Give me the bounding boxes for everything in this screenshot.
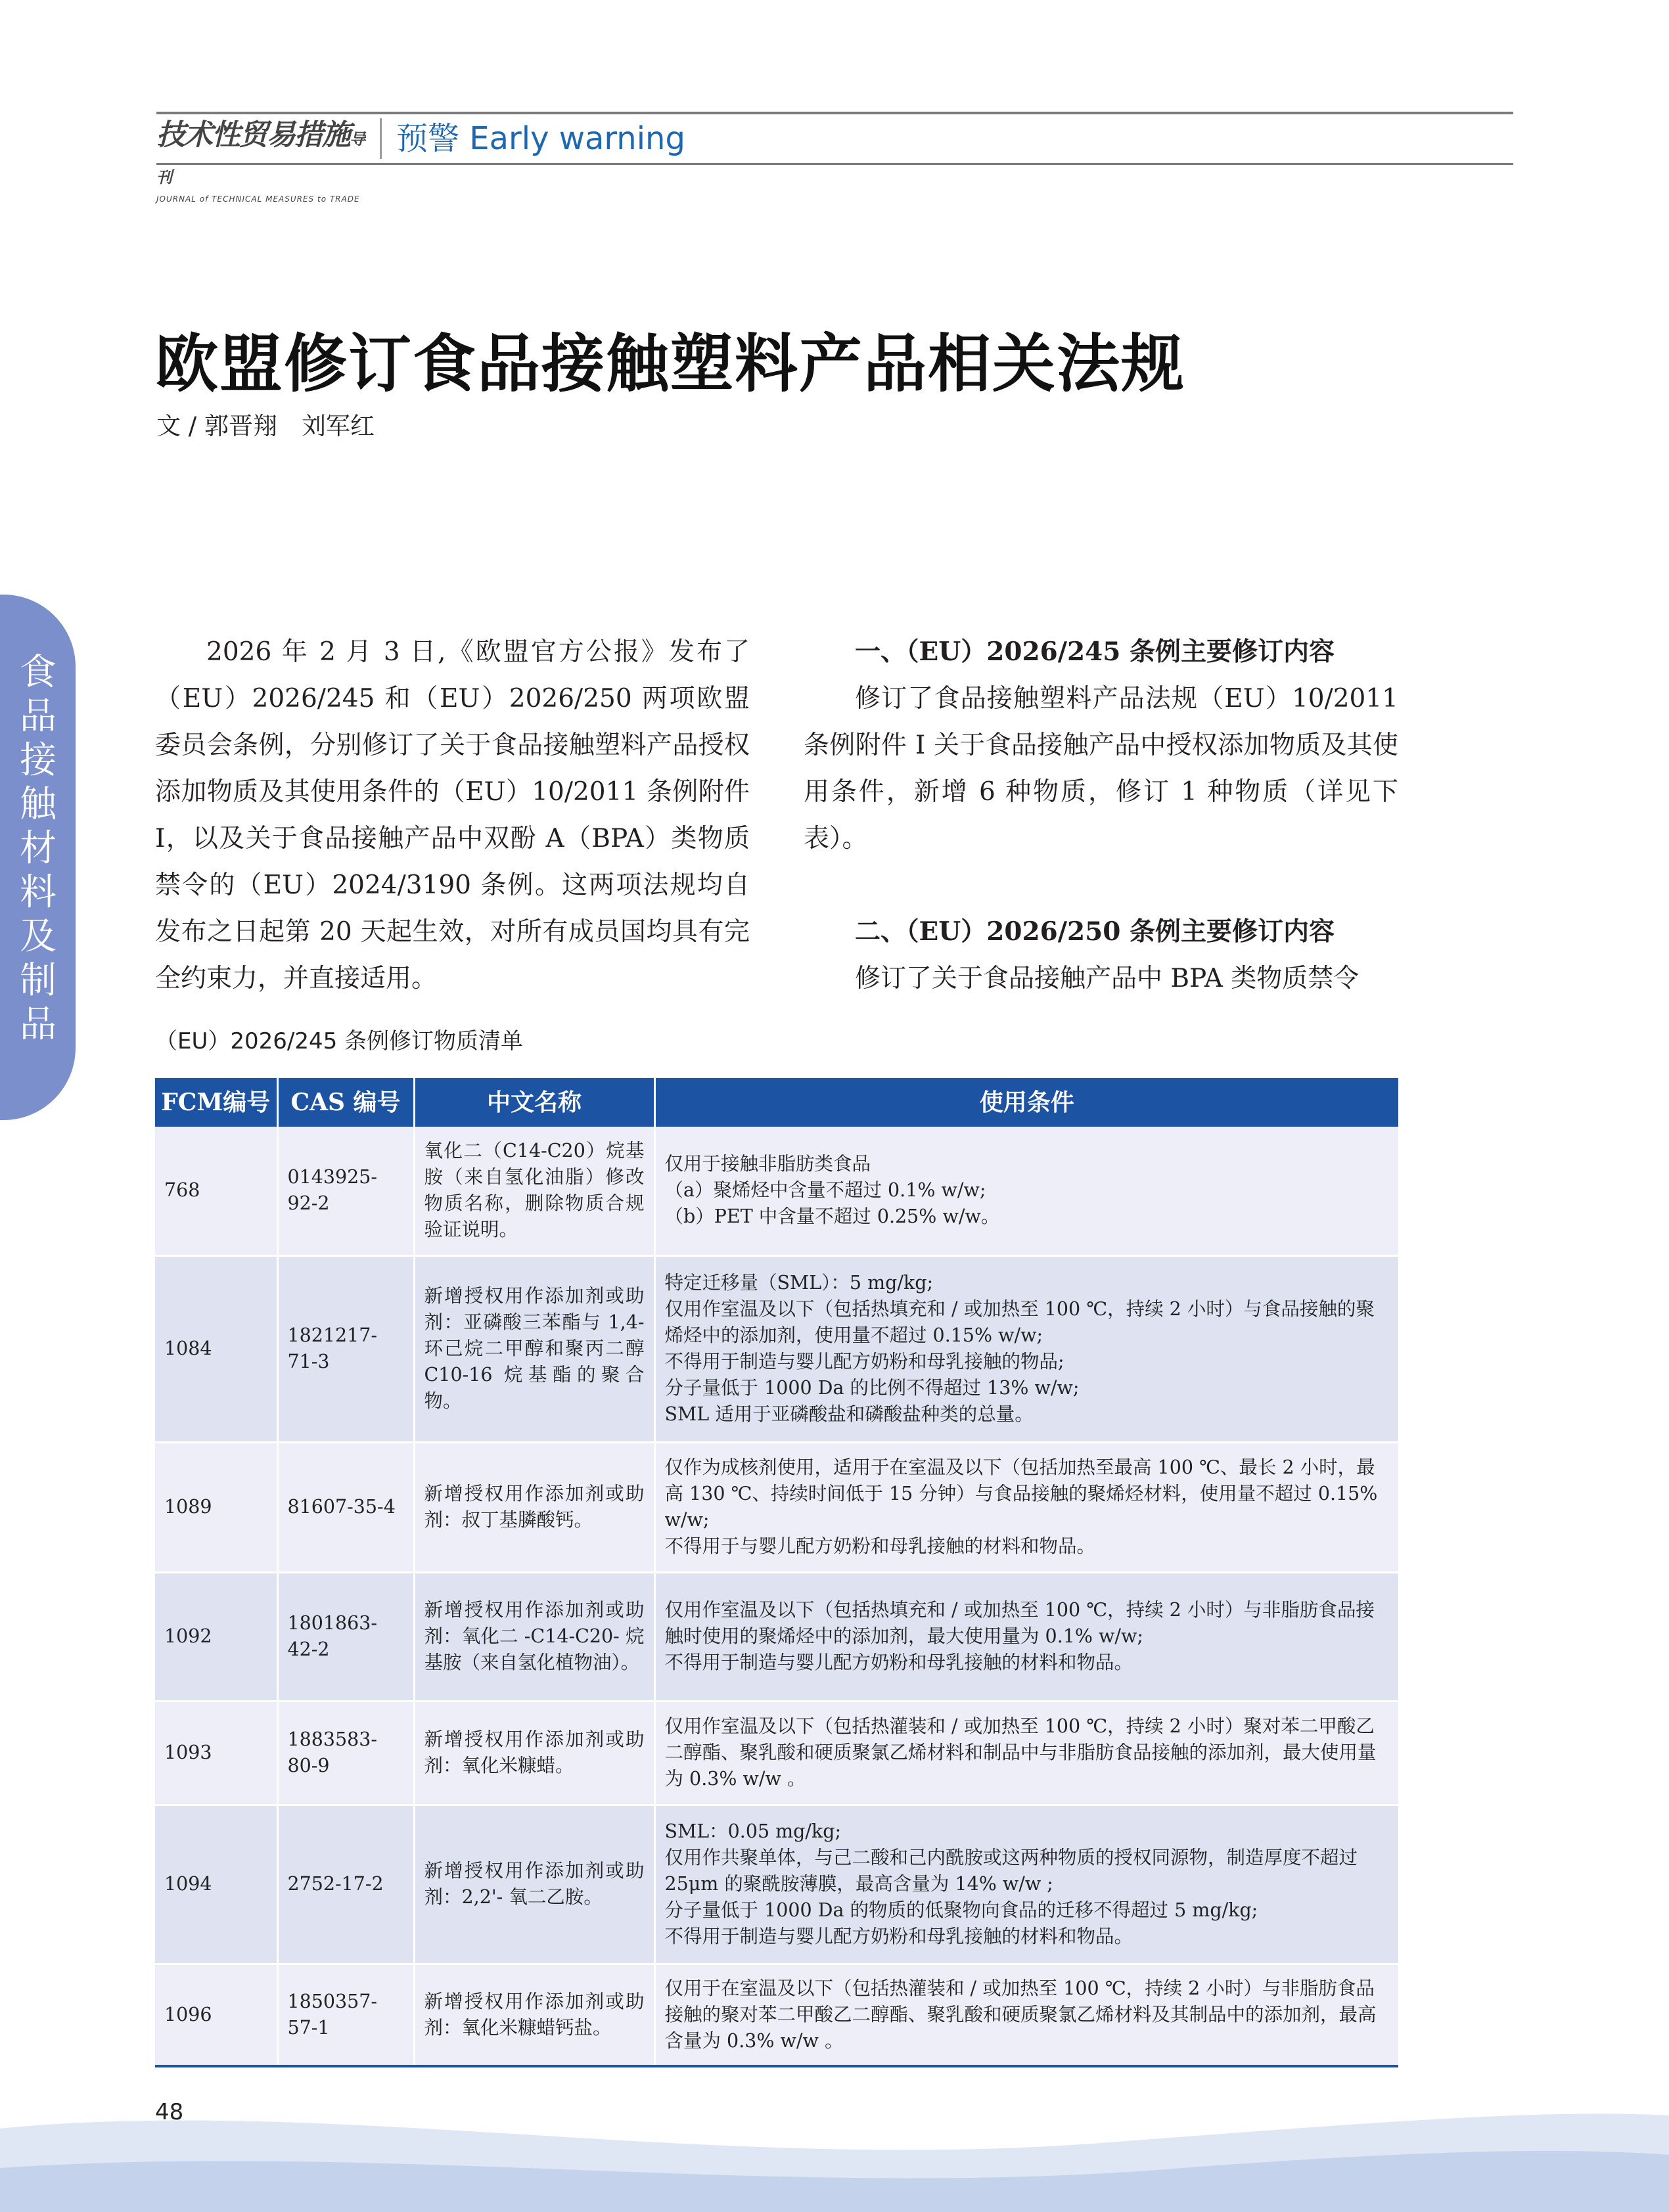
condition-line: 仅用于在室温及以下（包括热灌装和 / 或加热至 100 ℃，持续 2 小时）与非脂肪食品接触的聚对苯二甲酸乙二醇酯、聚乳酸和硬质聚氯乙烯材料及其制品中的添加剂，最高含量为 0.3% w/w 。	[664, 1977, 1377, 2052]
table-row	[155, 1255, 1398, 1442]
cell-name: 新增授权用作添加剂或助剂：叔丁基膦酸钙。	[414, 1442, 654, 1572]
cell-name: 新增授权用作添加剂或助剂：氧化米糠蜡。	[414, 1701, 654, 1805]
condition-line: 不得用于与婴儿配方奶粉和母乳接触的材料和物品。	[664, 1535, 1096, 1557]
side-tab-label: 食品接触材料及制品	[20, 651, 57, 1046]
cell-conditions	[654, 1964, 1398, 2066]
article-byline: 文 / 郭晋翔 刘军红	[156, 412, 375, 440]
cell-cas: 1883583-80-9	[277, 1701, 414, 1805]
condition-line: 仅作为成核剂使用，适用于在室温及以下（包括加热至最高 100 ℃、最长 2 小时，最高 130 ℃、持续时间低于 15 分钟）与食品接触的聚烯烃材料，使用量不超过 0.15% w/w;	[664, 1456, 1378, 1531]
cell-conditions	[654, 1442, 1398, 1572]
table-row	[155, 1572, 1398, 1701]
header-cas: CAS 编号	[277, 1078, 414, 1127]
logo-en: JOURNAL of TECHNICAL MEASURES to TRADE	[156, 194, 360, 204]
cell-cas: 1801863-42-2	[277, 1572, 414, 1701]
cell-fcm: 1089	[155, 1442, 277, 1572]
header-rule-top	[156, 112, 1513, 114]
table-row	[155, 1964, 1398, 2066]
cell-fcm: 1094	[155, 1805, 277, 1964]
cell-fcm: 768	[155, 1127, 277, 1255]
table-row	[155, 1442, 1398, 1572]
cell-fcm: 1093	[155, 1701, 277, 1805]
cell-name: 新增授权用作添加剂或助剂：2,2'- 氧二乙胺。	[414, 1805, 654, 1964]
page-number: 48	[155, 2099, 184, 2125]
body-column-right	[804, 629, 1398, 1002]
condition-line: SML：0.05 mg/kg;	[664, 1820, 842, 1842]
table-row	[155, 1805, 1398, 1964]
condition-line: 不得用于制造与婴儿配方奶粉和母乳接触的材料和物品。	[664, 1652, 1133, 1673]
condition-line: 分子量低于 1000 Da 的比例不得超过 13% w/w;	[664, 1377, 1080, 1399]
logo-cn: 技术性贸易措施	[156, 118, 350, 152]
condition-line: 仅用作室温及以下（包括热填充和 / 或加热至 100 ℃，持续 2 小时）与食品接触的聚烯烃中的添加剂，使用量不超过 0.15% w/w;	[664, 1298, 1375, 1346]
journal-logo	[156, 118, 373, 204]
section-label: 预警 Early warning	[396, 120, 685, 157]
condition-line: 分子量低于 1000 Da 的物质的低聚物向食品的迁移不得超过 5 mg/kg;	[664, 1899, 1258, 1921]
section-1-body: 修订了食品接触塑料产品法规（EU）10/2011 条例附件 I 关于食品接触产品中授权添加物质及其使用条件，新增 6 种物质，修订 1 种物质（详见下表）。	[804, 684, 1398, 853]
article-title: 欧盟修订食品接触塑料产品相关法规	[155, 327, 1185, 401]
cell-fcm: 1084	[155, 1255, 277, 1442]
header-rule-bottom	[156, 163, 1513, 165]
cell-conditions	[654, 1805, 1398, 1964]
cell-conditions	[654, 1127, 1398, 1255]
header-separator	[380, 118, 382, 159]
cell-cas: 2752-17-2	[277, 1805, 414, 1964]
substance-table	[155, 1078, 1398, 2067]
cell-fcm: 1096	[155, 1964, 277, 2066]
section-1-heading: 一、（EU）2026/245 条例主要修订内容	[855, 637, 1335, 667]
condition-line: 仅用作室温及以下（包括热灌装和 / 或加热至 100 ℃，持续 2 小时）聚对苯二甲酸乙二醇酯、聚乳酸和硬质聚氯乙烯材料和制品中与非脂肪食品接触的添加剂，最大使用量为 0.3% w/w 。	[664, 1715, 1377, 1790]
condition-line: 不得用于制造与婴儿配方奶粉和母乳接触的物品;	[664, 1351, 1064, 1372]
condition-line: （b）PET 中含量不超过 0.25% w/w。	[664, 1206, 1000, 1228]
condition-line: （a）聚烯烃中含量不超过 0.1% w/w;	[664, 1179, 986, 1202]
condition-line: SML 适用于亚磷酸盐和磷酸盐种类的总量。	[664, 1403, 1034, 1425]
cell-name: 新增授权用作添加剂或助剂：氧化二 -C14-C20- 烷基胺（来自氢化植物油）。	[414, 1572, 654, 1701]
body-column-left	[155, 629, 750, 1002]
cell-cas: 1821217-71-3	[277, 1255, 414, 1442]
cell-cas: 0143925-92-2	[277, 1127, 414, 1255]
header-name: 中文名称	[414, 1078, 654, 1127]
table-caption: （EU）2026/245 条例修订物质清单	[155, 1028, 524, 1054]
header-fcm: FCM编号	[155, 1078, 277, 1127]
table-header-row	[155, 1078, 1398, 1127]
condition-line: 不得用于制造与婴儿配方奶粉和母乳接触的材料和物品。	[664, 1926, 1133, 1947]
cell-cas: 1850357-57-1	[277, 1964, 414, 2066]
condition-line: 仅用作共聚单体，与己二酸和己内酰胺或这两种物质的授权同源物，制造厚度不超过 25μm 的聚酰胺薄膜，最高含量为 14% w/w ;	[664, 1847, 1358, 1895]
cell-conditions	[654, 1701, 1398, 1805]
intro-paragraph: 2026 年 2 月 3 日,《欧盟官方公报》发布了（EU）2026/245 和（EU）2026/250 两项欧盟委员会条例，分别修订了关于食品接触塑料产品授权添加物质及其使用条件的（EU）10/2011 条例附件 I，以及关于食品接触产品中双酚 A（BPA）类物质禁令的（EU）2024/3190 条例。这两项法规均自发布之日起第 20 天起生效，对所有成员国均具有完全约束力，并直接适用。	[155, 637, 750, 993]
footer-wave	[0, 2069, 1669, 2212]
section-2-heading: 二、（EU）2026/250 条例主要修订内容	[855, 916, 1335, 947]
header-conditions: 使用条件	[654, 1078, 1398, 1127]
cell-conditions	[654, 1255, 1398, 1442]
table-row	[155, 1127, 1398, 1255]
table-row	[155, 1701, 1398, 1805]
logo-cn-suffix: 导刊	[156, 130, 365, 187]
cell-name: 新增授权用作添加剂或助剂：亚磷酸三苯酯与 1,4- 环己烷二甲醇和聚丙二醇 C10-16 烷基酯的聚合物。	[414, 1255, 654, 1442]
condition-line: 仅用作室温及以下（包括热填充和 / 或加热至 100 ℃，持续 2 小时）与非脂肪食品接触时使用的聚烯烃中的添加剂，最大使用量为 0.1% w/w;	[664, 1599, 1375, 1647]
cell-name: 氧化二（C14-C20）烷基胺（来自氢化油脂）修改物质名称，删除物质合规验证说明。	[414, 1127, 654, 1255]
cell-name: 新增授权用作添加剂或助剂：氧化米糠蜡钙盐。	[414, 1964, 654, 2066]
condition-line: 仅用于接触非脂肪类食品	[664, 1153, 871, 1175]
cell-conditions	[654, 1572, 1398, 1701]
cell-cas: 81607-35-4	[277, 1442, 414, 1572]
condition-line: 特定迁移量（SML）：5 mg/kg;	[664, 1272, 934, 1294]
section-2-body: 修订了关于食品接触产品中 BPA 类物质禁令	[855, 964, 1360, 993]
cell-fcm: 1092	[155, 1572, 277, 1701]
